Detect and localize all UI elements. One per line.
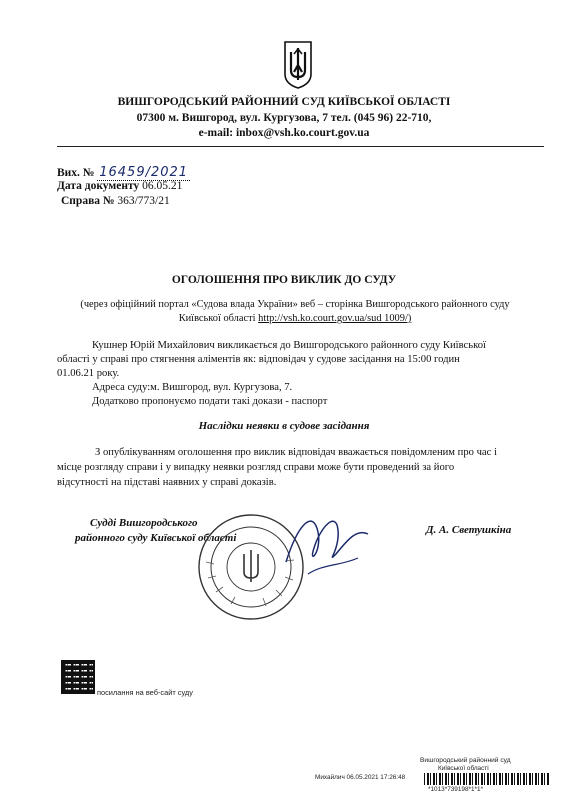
court-small-name: Вишгородський районний суд: [420, 757, 511, 764]
court-name: ВИШГОРОДСЬКИЙ РАЙОННИЙ СУД КИЇВСЬКОЇ ОБЛАСТІ: [117, 96, 451, 108]
judge-role-line-2: районного суду Київської області: [75, 532, 237, 544]
judge-signature-icon: [278, 504, 378, 584]
outgoing-label: Вих. №: [57, 167, 95, 179]
announcement-title: ОГОЛОШЕННЯ ПРО ВИКЛИК ДО СУДУ: [171, 274, 397, 286]
judge-name: Д. А. Светушкіна: [426, 524, 512, 536]
barcode-number: *1013*739198*1*1*: [428, 786, 484, 793]
outgoing-number-row: [57, 165, 190, 180]
qr-code-icon[interactable]: [61, 660, 95, 694]
doc-date: 06.05.21: [142, 180, 183, 192]
judge-role-line-1: Судді Вишгородського: [90, 517, 198, 529]
announcement-subtitle-second: [40, 312, 550, 325]
consequences-line-2: місце розгляду справи і у випадку неявки розгляд справи може бути проведений за його: [57, 462, 455, 473]
court-email: e-mail: inbox@vsh.ko.court.gov.ua: [198, 127, 370, 139]
evidence-line: Додатково пропонуємо подати такі докази - паспорт: [92, 396, 328, 407]
case-label: Справа №: [61, 195, 115, 207]
summons-line-1: Кушнер Юрій Михайлович викликається до Вишгородського районного суду Київської: [92, 340, 486, 351]
case-number: 363/773/21: [117, 195, 170, 207]
coat-of-arms-icon: [282, 40, 314, 90]
outgoing-number: 16459/2021: [99, 165, 189, 180]
court-portal-link[interactable]: http://vsh.ko.court.gov.ua/sud 1009/): [258, 313, 412, 324]
subtitle-region: Київської області: [178, 313, 256, 324]
consequences-line-1: З опублікуванням оголошення про виклик відповідач вважається повідомленим про час і: [95, 447, 497, 458]
summons-line-3: 01.06.21 року.: [57, 368, 120, 379]
consequences-title: Наслідки неявки в судове засідання: [198, 420, 370, 432]
case-number-row: [61, 195, 170, 207]
document-barcode: [424, 773, 550, 785]
court-small-region: Київської області: [438, 765, 489, 772]
summons-line-2: області у справі про стягнення аліментів як: відповідач у судове засідання на 15:00 годин: [57, 354, 460, 365]
header-divider: [57, 146, 544, 147]
qr-caption: посилання на веб-сайт суду: [97, 688, 193, 697]
consequences-line-3: відсутності на підставі наявних у справі доказів.: [57, 477, 277, 488]
doc-date-label: Дата документу: [57, 180, 140, 192]
announcement-subtitle: (через офіційний портал «Судова влада України» веб – сторінка Вишгородського районного суду: [80, 299, 510, 310]
court-address: 07300 м. Вишгород, вул. Кургузова, 7 тел. (045 96) 22-710,: [136, 112, 432, 124]
court-address-line: Адреса суду:м. Вишгород, вул. Кургузова, 7.: [92, 382, 293, 393]
doc-date-row: [57, 180, 182, 192]
clerk-timestamp: Михайлич 06.05.2021 17:26:48: [315, 774, 406, 781]
